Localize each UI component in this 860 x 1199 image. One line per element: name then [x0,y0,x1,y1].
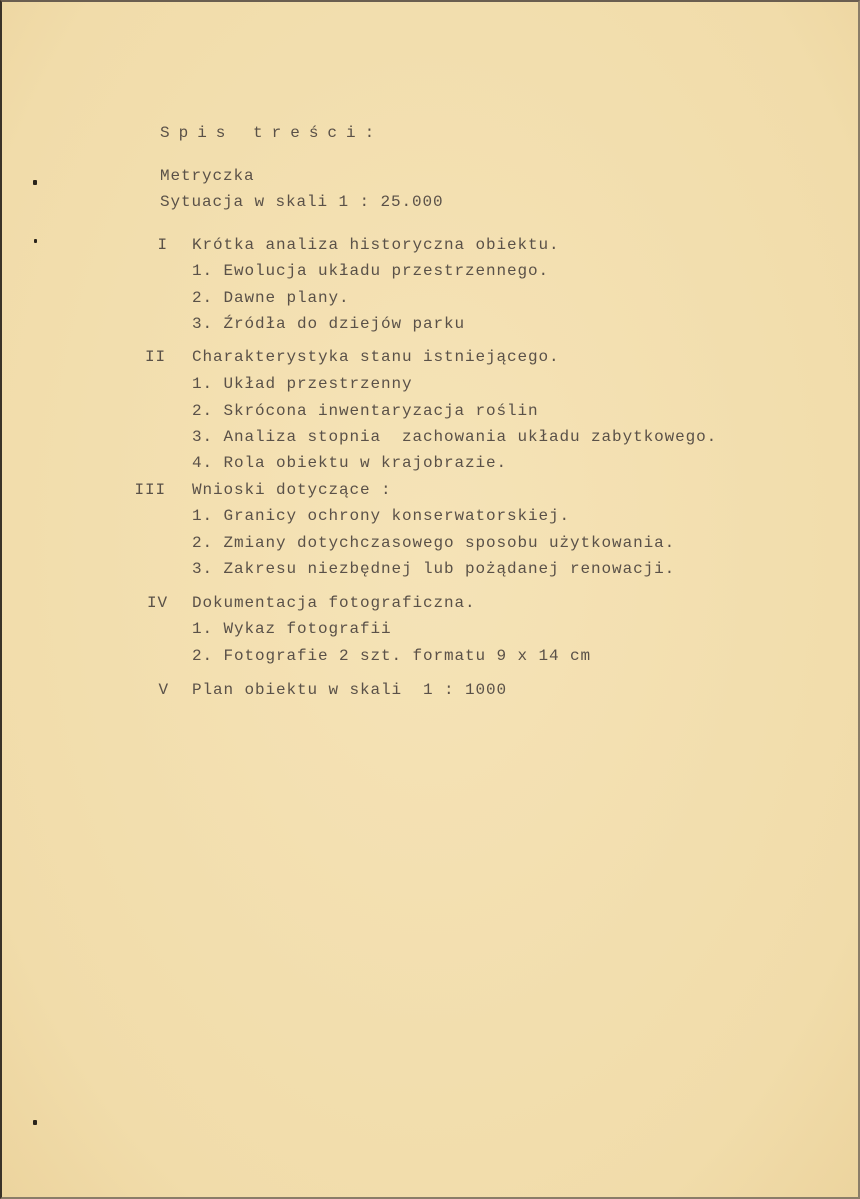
section-item: 2. Dawne plany. [192,289,350,307]
section-numeral: V [158,681,169,699]
section-numeral: I [157,236,168,254]
section-heading: Krótka analiza historyczna obiektu. [192,236,560,254]
section-heading: Plan obiektu w skali 1 : 1000 [192,681,508,699]
section-item: 3. Analiza stopnia zachowania układu zabytkowego. [192,428,718,446]
section-item: 3. Zakresu niezbędnej lub pożądanej renowacji. [192,560,676,578]
intro-line: Metryczka [160,167,255,185]
section-item: 1. Układ przestrzenny [192,375,413,393]
document-title: Spis treści: [160,124,384,142]
section-heading: Charakterystyka stanu istniejącego. [192,348,560,366]
section-numeral: II [144,348,166,366]
section-item: 2. Zmiany dotychczasowego sposobu użytkowania. [192,534,676,552]
punch-mark [33,180,37,185]
punch-mark [34,239,37,243]
section-item: 1. Wykaz fotografii [192,620,392,638]
section-numeral: III [134,481,166,499]
section-heading: Dokumentacja fotograficzna. [192,594,476,612]
section-item: 1. Ewolucja układu przestrzennego. [192,262,550,280]
section-item: 1. Granicy ochrony konserwatorskiej. [192,507,571,525]
section-heading: Wnioski dotyczące : [192,481,392,499]
punch-mark [33,1120,37,1125]
section-item: 2. Skrócona inwentaryzacja roślin [192,402,539,420]
section-numeral: IV [146,594,168,612]
section-item: 3. Źródła do dziejów parku [192,315,466,333]
section-item: 2. Fotografie 2 szt. formatu 9 x 14 cm [192,647,592,665]
intro-line: Sytuacja w skali 1 : 25.000 [160,193,444,211]
section-item: 4. Rola obiektu w krajobrazie. [192,454,508,472]
